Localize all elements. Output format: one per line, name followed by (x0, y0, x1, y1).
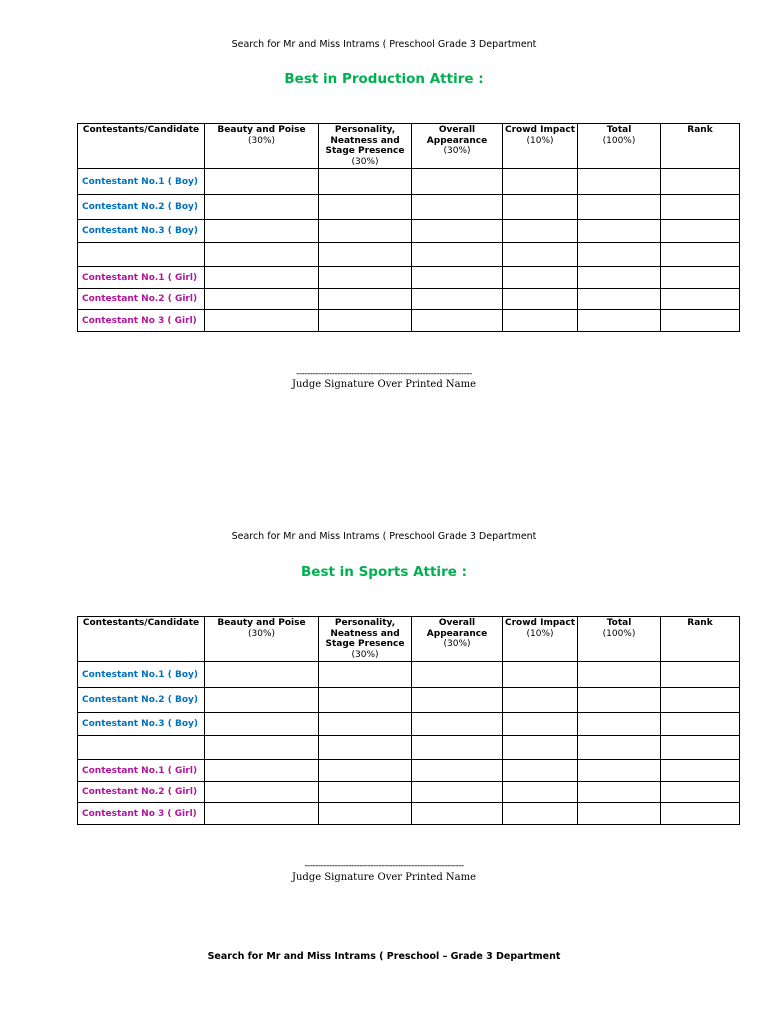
table-row (78, 310, 740, 332)
score-cell[interactable] (319, 267, 412, 289)
score-cell[interactable] (412, 243, 503, 267)
column-header: Contestants/Candidate (78, 124, 205, 169)
score-cell[interactable] (503, 662, 578, 688)
score-cell[interactable] (205, 169, 319, 195)
table-row (78, 782, 740, 803)
score-cell[interactable] (503, 243, 578, 267)
score-cell[interactable] (205, 688, 319, 713)
table-row (78, 220, 740, 243)
score-cell[interactable] (205, 195, 319, 220)
contestant-name: Contestant No.2 ( Boy) (78, 688, 205, 713)
contestant-name: Contestant No.1 ( Boy) (78, 662, 205, 688)
score-cell[interactable] (205, 713, 319, 736)
score-cell[interactable] (578, 195, 661, 220)
score-cell[interactable] (319, 713, 412, 736)
table-row (78, 267, 740, 289)
score-cell[interactable] (661, 289, 740, 310)
score-cell[interactable] (661, 803, 740, 825)
score-cell[interactable] (661, 267, 740, 289)
category-title: Best in Sports Attire : (301, 564, 467, 580)
score-cell[interactable] (205, 243, 319, 267)
contestant-name: Contestant No.3 ( Boy) (78, 220, 205, 243)
score-cell[interactable] (578, 289, 661, 310)
score-cell[interactable] (412, 713, 503, 736)
score-cell[interactable] (205, 267, 319, 289)
score-cell[interactable] (319, 662, 412, 688)
score-cell[interactable] (205, 310, 319, 332)
signature-label: Judge Signature Over Printed Name (291, 872, 477, 883)
score-cell[interactable] (319, 243, 412, 267)
score-cell[interactable] (412, 760, 503, 782)
score-cell[interactable] (578, 760, 661, 782)
score-cell[interactable] (578, 169, 661, 195)
column-header: Rank (661, 124, 740, 169)
score-cell[interactable] (412, 169, 503, 195)
score-cell[interactable] (578, 688, 661, 713)
section-header: Search for Mr and Miss Intrams ( Preschool Grade 3 Department (231, 531, 537, 542)
score-cell[interactable] (412, 310, 503, 332)
score-cell[interactable] (661, 220, 740, 243)
contestant-name: Contestant No.2 ( Girl) (78, 289, 205, 310)
score-cell[interactable] (661, 169, 740, 195)
score-cell[interactable] (661, 243, 740, 267)
score-cell[interactable] (503, 760, 578, 782)
contestant-name: Contestant No 3 ( Girl) (78, 803, 205, 825)
score-cell[interactable] (412, 662, 503, 688)
score-cell[interactable] (503, 267, 578, 289)
score-cell[interactable] (412, 803, 503, 825)
score-cell[interactable] (503, 289, 578, 310)
score-cell[interactable] (319, 169, 412, 195)
score-cell[interactable] (205, 220, 319, 243)
score-cell[interactable] (503, 713, 578, 736)
score-cell[interactable] (319, 688, 412, 713)
score-cell[interactable] (412, 736, 503, 760)
score-cell[interactable] (578, 782, 661, 803)
score-cell[interactable] (503, 736, 578, 760)
contestant-name: Contestant No 3 ( Girl) (78, 310, 205, 332)
contestant-name: Contestant No.1 ( Boy) (78, 169, 205, 195)
score-cell[interactable] (412, 267, 503, 289)
signature-line: ---------------------------------------------------------- (304, 861, 464, 871)
table-row (78, 803, 740, 825)
column-header: Overall Appearance (30%) (412, 124, 503, 169)
score-cell[interactable] (205, 662, 319, 688)
table-row (78, 289, 740, 310)
table-header-row (78, 617, 740, 662)
score-cell[interactable] (661, 736, 740, 760)
table-header-row (78, 124, 740, 169)
score-cell[interactable] (578, 310, 661, 332)
score-cell[interactable] (412, 195, 503, 220)
column-header: Total (100%) (578, 124, 661, 169)
score-cell[interactable] (578, 662, 661, 688)
score-cell[interactable] (578, 803, 661, 825)
column-header: Rank (661, 617, 740, 662)
score-table (77, 616, 740, 825)
column-header: Contestants/Candidate (78, 617, 205, 662)
score-cell[interactable] (578, 736, 661, 760)
score-cell[interactable] (412, 289, 503, 310)
score-cell[interactable] (578, 267, 661, 289)
category-title: Best in Production Attire : (284, 71, 484, 87)
score-cell[interactable] (503, 310, 578, 332)
contestant-name: Contestant No.3 ( Boy) (78, 713, 205, 736)
column-header: Personality, Neatness and Stage Presence (30%) (319, 617, 412, 662)
contestant-name (78, 243, 205, 267)
column-header: Total (100%) (578, 617, 661, 662)
score-cell[interactable] (205, 760, 319, 782)
score-cell[interactable] (578, 713, 661, 736)
score-cell[interactable] (319, 736, 412, 760)
score-cell[interactable] (661, 195, 740, 220)
table-row (78, 662, 740, 688)
score-cell[interactable] (319, 803, 412, 825)
section-header: Search for Mr and Miss Intrams ( Preschool Grade 3 Department (231, 39, 537, 50)
column-header: Beauty and Poise (30%) (205, 124, 319, 169)
score-cell[interactable] (319, 220, 412, 243)
table-row (78, 243, 740, 267)
score-cell[interactable] (661, 662, 740, 688)
score-cell[interactable] (205, 803, 319, 825)
column-header: Crowd Impact (10%) (503, 617, 578, 662)
signature-line: ---------------------------------------------------------------- (296, 369, 472, 379)
score-cell[interactable] (578, 243, 661, 267)
contestant-name: Contestant No.1 ( Girl) (78, 267, 205, 289)
contestant-name: Contestant No.2 ( Girl) (78, 782, 205, 803)
score-cell[interactable] (661, 713, 740, 736)
next-page-header: Search for Mr and Miss Intrams ( Preschool – Grade 3 Department (207, 951, 561, 962)
column-header: Beauty and Poise (30%) (205, 617, 319, 662)
score-cell[interactable] (319, 289, 412, 310)
contestant-name (78, 736, 205, 760)
score-cell[interactable] (319, 195, 412, 220)
score-cell[interactable] (205, 289, 319, 310)
column-header: Crowd Impact (10%) (503, 124, 578, 169)
table-row (78, 688, 740, 713)
table-row (78, 195, 740, 220)
score-cell[interactable] (412, 220, 503, 243)
score-cell[interactable] (319, 310, 412, 332)
score-cell[interactable] (503, 803, 578, 825)
score-cell[interactable] (503, 195, 578, 220)
score-cell[interactable] (503, 688, 578, 713)
score-cell[interactable] (205, 736, 319, 760)
score-cell[interactable] (503, 782, 578, 803)
table-row (78, 736, 740, 760)
table-row (78, 713, 740, 736)
score-cell[interactable] (503, 220, 578, 243)
score-cell[interactable] (319, 760, 412, 782)
score-cell[interactable] (412, 782, 503, 803)
score-cell[interactable] (319, 782, 412, 803)
column-header: Overall Appearance (30%) (412, 617, 503, 662)
score-cell[interactable] (661, 688, 740, 713)
score-cell[interactable] (412, 688, 503, 713)
signature-label: Judge Signature Over Printed Name (291, 379, 477, 390)
score-cell[interactable] (661, 310, 740, 332)
score-cell[interactable] (205, 782, 319, 803)
score-cell[interactable] (578, 220, 661, 243)
score-table (77, 123, 740, 332)
contestant-name: Contestant No.2 ( Boy) (78, 195, 205, 220)
table-row (78, 169, 740, 195)
score-cell[interactable] (661, 782, 740, 803)
contestant-name: Contestant No.1 ( Girl) (78, 760, 205, 782)
score-cell[interactable] (503, 169, 578, 195)
column-header: Personality, Neatness and Stage Presence (30%) (319, 124, 412, 169)
table-row (78, 760, 740, 782)
score-cell[interactable] (661, 760, 740, 782)
